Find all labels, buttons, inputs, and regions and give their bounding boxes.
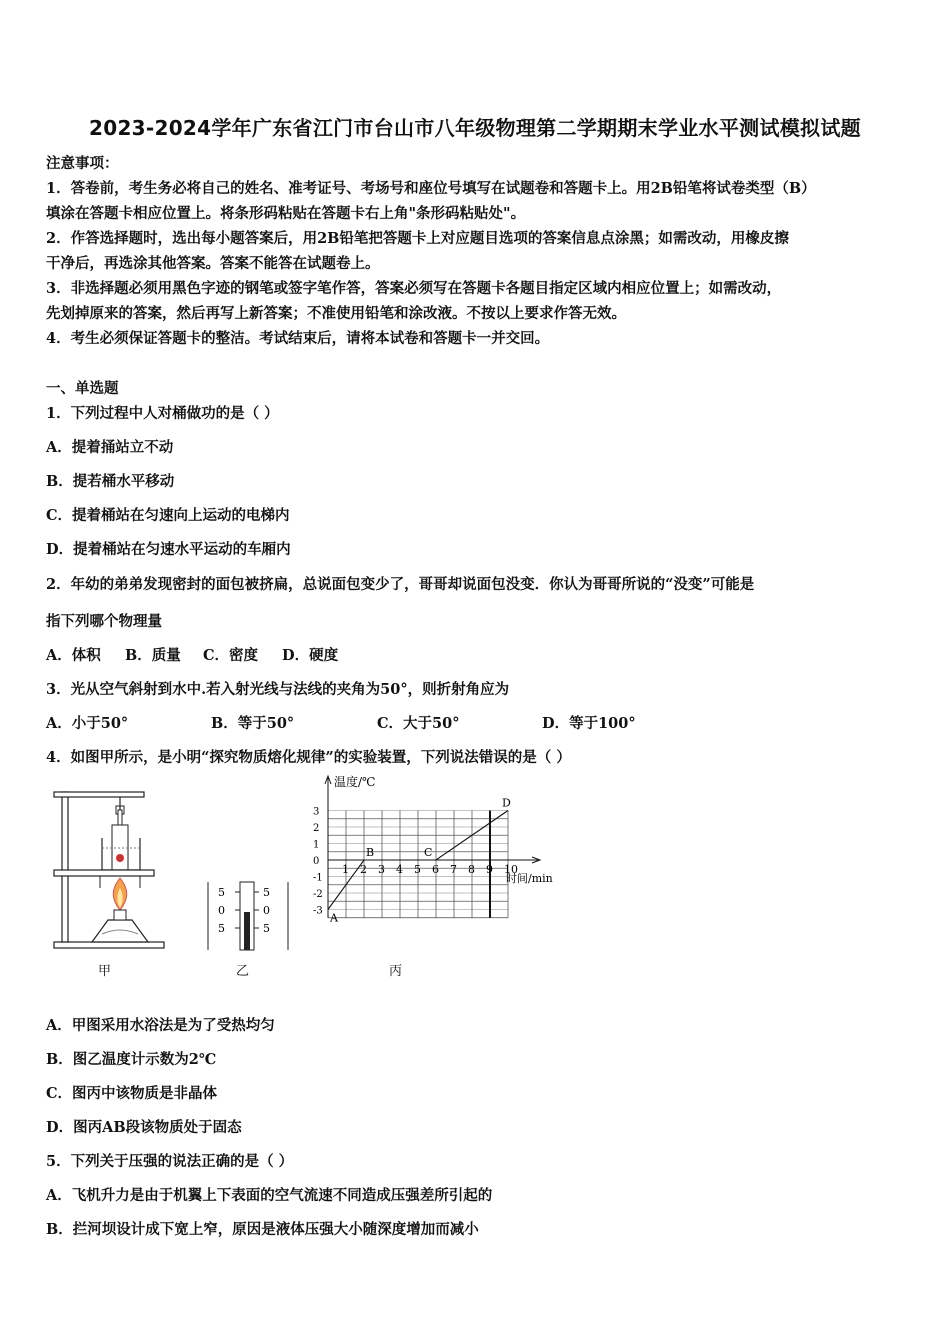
caption-bing: 丙 <box>389 964 403 979</box>
thermometer-diagram <box>203 872 293 952</box>
notes-line: 干净后，再选涂其他答案。答案不能答在试题卷上。 <box>46 255 380 272</box>
x-tick-label: 3 <box>378 863 385 876</box>
y-tick-label: 0 <box>313 856 320 867</box>
question-3-stem: 3．光从空气斜射到水中.若入射光线与法线的夹角为50°，则折射角应为 <box>46 681 510 698</box>
y-tick-label: -1 <box>313 872 323 884</box>
q1-option-a: A．提着捅站立不动 <box>46 439 174 456</box>
x-tick-label: 6 <box>432 863 439 876</box>
q3-option-b: B．等于50° <box>211 715 295 732</box>
point-label-c: C <box>424 846 433 859</box>
point-label-a: A <box>330 911 338 925</box>
q4-option-a: A．甲图采用水浴法是为了受热均匀 <box>46 1017 275 1034</box>
y-tick-label: -2 <box>313 889 323 900</box>
q3-option-a: A．小于50° <box>46 715 129 732</box>
q5-option-a: A．飞机升力是由于机翼上下表面的空气流速不同造成压强差所引起的 <box>46 1187 493 1204</box>
thermo-right-label: 5 <box>263 886 270 899</box>
q1-option-c: C．提着桶站在匀速向上运动的电梯内 <box>46 507 290 524</box>
q2-option-d: D．硬度 <box>282 647 339 664</box>
q1-option-d: D．提着桶站在匀速水平运动的车厢内 <box>46 541 291 558</box>
q4-option-c: C．图丙中该物质是非晶体 <box>46 1085 218 1102</box>
q4-option-d: D．图丙AB段该物质处于固态 <box>46 1119 242 1136</box>
point-label-b: B <box>366 846 375 859</box>
page-title: 2023-2024学年广东省江门市台山市八年级物理第二学期期末学业水平测试模拟试题 <box>89 116 861 140</box>
x-tick-label: 10 <box>504 863 518 876</box>
q3-option-c: C．大于50° <box>377 715 460 732</box>
x-tick-label: 8 <box>468 863 475 876</box>
notes-line: 2．作答选择题时，选出每小题答案后，用2B铅笔把答题卡上对应题目选项的答案信息点涂黑；如需改动，用橡皮擦 <box>46 230 789 247</box>
thermo-right-label: 0 <box>263 904 270 917</box>
q1-option-b: B．提若桶水平移动 <box>46 473 175 490</box>
x-tick-label: 2 <box>360 863 367 876</box>
q4-figure <box>40 770 600 980</box>
notes-line: 1．答卷前，考生务必将自己的姓名、准考证号、考场号和座位号填写在试题卷和答题卡上。用2B铅笔将试卷类型（B） <box>46 180 816 197</box>
chart-ticks <box>313 807 518 917</box>
q5-option-b: B．拦河坝设计成下宽上窄，原因是液体压强大小随深度增加而减小 <box>46 1221 479 1238</box>
thermo-left-label: 5 <box>218 886 225 899</box>
y-tick-label: 2 <box>313 823 320 834</box>
notes-line: 填涂在答题卡相应位置上。将条形码粘贴在答题卡右上角"条形码粘贴处"。 <box>46 205 526 222</box>
caption-yi: 乙 <box>236 964 250 979</box>
q2-option-a: A．体积 <box>46 647 101 664</box>
apparatus-diagram <box>40 770 170 960</box>
x-tick-label: 4 <box>396 863 403 876</box>
notes-line: 先划掉原来的答案，然后再写上新答案；不准使用铅笔和涂改液。不按以上要求作答无效。 <box>46 305 626 322</box>
question-2-stem-cont: 指下列哪个物理量 <box>46 613 162 630</box>
q3-option-d: D．等于100° <box>542 715 636 732</box>
thermo-right-label: 5 <box>263 922 270 935</box>
question-1-stem: 1．下列过程中人对桶做功的是（ ） <box>46 405 279 422</box>
question-2-stem: 2．年幼的弟弟发现密封的面包被挤扁，总说面包变少了，哥哥却说面包没变．你认为哥哥所说的“没变”可能是 <box>46 576 755 593</box>
thermo-left-label: 0 <box>218 904 225 917</box>
notes-heading: 注意事项： <box>46 155 119 172</box>
notes-line: 3．非选择题必须用黑色字迹的钢笔或签字笔作答，答案必须写在答题卡各题目指定区域内相应位置上；如需改动， <box>46 280 782 297</box>
y-tick-label: -3 <box>313 905 323 917</box>
x-tick-label: 9 <box>486 863 493 876</box>
x-tick-label: 1 <box>342 863 349 876</box>
point-label-d: D <box>502 796 511 810</box>
q2-option-b: B．质量 <box>125 647 181 664</box>
caption-jia: 甲 <box>98 964 112 979</box>
question-5-stem: 5．下列关于压强的说法正确的是（ ） <box>46 1153 294 1170</box>
temperature-time-chart <box>308 770 568 940</box>
x-tick-label: 5 <box>414 863 421 876</box>
section-heading: 一、单选题 <box>46 380 119 397</box>
thermo-left-label: 5 <box>218 922 225 935</box>
notes-line: 4．考生必须保证答题卡的整洁。考试结束后，请将本试卷和答题卡一并交回。 <box>46 330 550 347</box>
x-tick-label: 7 <box>450 863 457 876</box>
chart-x-label: 时间/min <box>506 872 553 885</box>
y-tick-label: 1 <box>313 839 320 851</box>
q4-option-b: B．图乙温度计示数为2℃ <box>46 1051 217 1068</box>
question-4-stem: 4．如图甲所示，是小明“探究物质熔化规律”的实验装置，下列说法错误的是（ ） <box>46 749 571 766</box>
q2-option-c: C．密度 <box>203 647 259 664</box>
y-tick-label: 3 <box>313 806 320 818</box>
chart-y-label: 温度/℃ <box>334 775 376 789</box>
